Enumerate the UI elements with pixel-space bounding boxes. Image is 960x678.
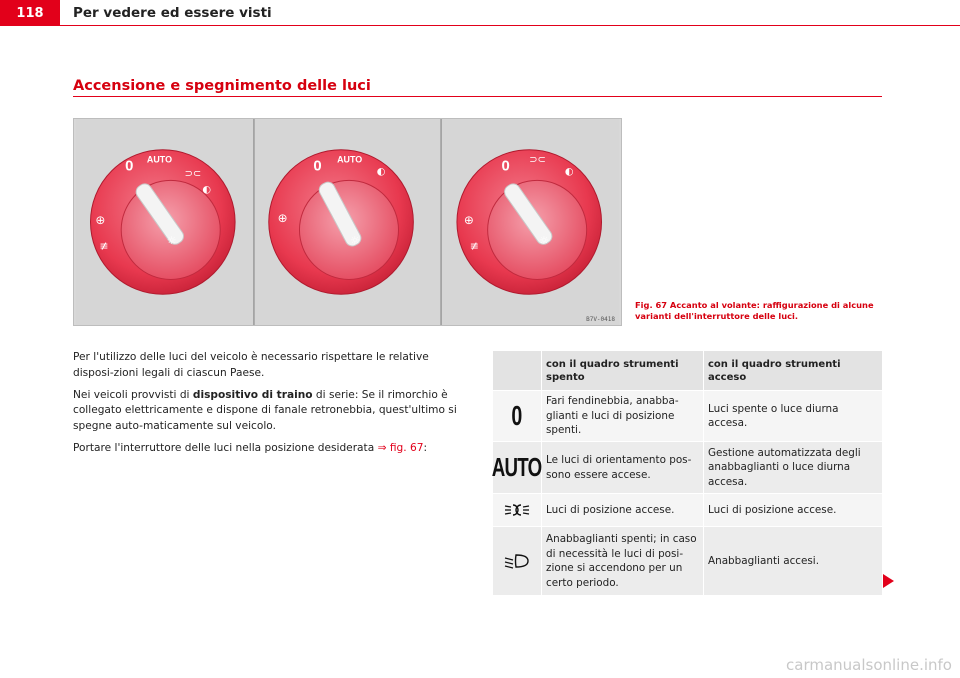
svg-text:⊃⊂: ⊃⊂ — [529, 154, 546, 166]
table-cell: Le luci di orientamento pos-sono essere accese. — [541, 442, 704, 493]
low-beam-icon — [504, 553, 530, 569]
knob-off-label: 0 — [125, 158, 134, 175]
title-rule — [73, 96, 882, 97]
page-number: 118 — [0, 0, 60, 26]
knob-off-label: 0 — [313, 158, 322, 175]
section-title: Accensione e spegnimento delle luci — [73, 78, 371, 94]
figure-reference-link[interactable]: ⇒ fig. 67 — [377, 441, 424, 454]
svg-text:☼: ☼ — [166, 233, 177, 247]
column-header-ignition-on: con il quadro strumenti acceso — [708, 358, 841, 383]
table-row — [493, 494, 882, 527]
table-cell: Luci di posizione accese. — [541, 494, 704, 526]
svg-text:◐: ◐ — [376, 166, 386, 178]
svg-text:⊕: ⊕ — [463, 212, 474, 227]
light-switch-variant-1 — [90, 150, 235, 295]
watermark: carmanualsonline.info — [786, 656, 952, 674]
figure-caption: Fig. 67 Accanto al volante: raffigurazione di alcune varianti dell'interruttore delle luci. — [635, 300, 874, 321]
table-cell: Luci spente o luce diurna accesa. — [708, 402, 839, 429]
body-text — [73, 350, 468, 463]
next-page-arrow-icon[interactable] — [883, 574, 894, 588]
svg-text:≢: ≢ — [469, 239, 479, 253]
paragraph-legal: Per l'utilizzo delle luci del veicolo è necessario rispettare le relative disposi-zioni legali di ciascun Paese. — [73, 351, 429, 379]
table-header-row — [493, 351, 882, 391]
table-cell: Fari fendinebbia, anabba-glianti e luci di posizione spenti. — [541, 391, 704, 441]
paragraph-instruction: Portare l'interruttore delle luci nella posizione desiderata ⇒ fig. 67: — [73, 441, 428, 454]
svg-text:☼: ☼ — [539, 233, 549, 247]
table-cell: Anabbaglianti accesi. — [708, 554, 819, 567]
header-rule — [0, 25, 960, 26]
table-row — [493, 527, 882, 596]
parking-lights-icon — [504, 503, 530, 517]
svg-text:☼: ☼ — [349, 233, 360, 247]
svg-text:≢: ≢ — [99, 239, 109, 253]
paragraph-towing: Nei veicoli provvisti di dispositivo di traino di serie: Se il rimorchio è collegato elettricamente e dispone di fanale retronebbia, quest'ultimo si spegne auto-maticamente sul veicolo. — [73, 388, 457, 433]
table-row — [493, 442, 882, 494]
table-cell: Luci di posizione accese. — [708, 503, 837, 516]
column-header-ignition-off: con il quadro strumenti spento — [541, 351, 704, 390]
table-cell: Anabbaglianti spenti; in caso di necessità le luci di posi-zione si accendono per un certo periodo. — [541, 527, 704, 595]
svg-text:⊕: ⊕ — [95, 212, 106, 227]
knob-auto-label: AUTO — [146, 154, 173, 165]
svg-text:⊃⊂: ⊃⊂ — [184, 168, 202, 180]
knob-off-label: 0 — [501, 158, 510, 175]
light-switch-figure — [73, 118, 622, 326]
knob-auto-label: AUTO — [337, 154, 363, 165]
table-cell: Gestione automatizzata degli anabbaglianti o luce diurna accesa. — [708, 446, 861, 488]
off-symbol: 0 — [511, 399, 523, 431]
svg-text:◐: ◐ — [564, 166, 574, 178]
light-positions-table — [493, 351, 882, 596]
light-switch-variant-3 — [457, 150, 602, 295]
light-switch-variant-2 — [269, 150, 414, 295]
running-head: Per vedere ed essere visti — [73, 5, 272, 21]
table-row — [493, 391, 882, 442]
figure-code: B7V-0418 — [586, 316, 615, 323]
auto-symbol: AUTO — [492, 452, 542, 483]
light-switch-illustration — [74, 119, 621, 325]
svg-text:◐: ◐ — [202, 184, 212, 196]
svg-text:⊕: ⊕ — [277, 211, 288, 225]
towing-device-term: dispositivo di traino — [192, 388, 313, 401]
